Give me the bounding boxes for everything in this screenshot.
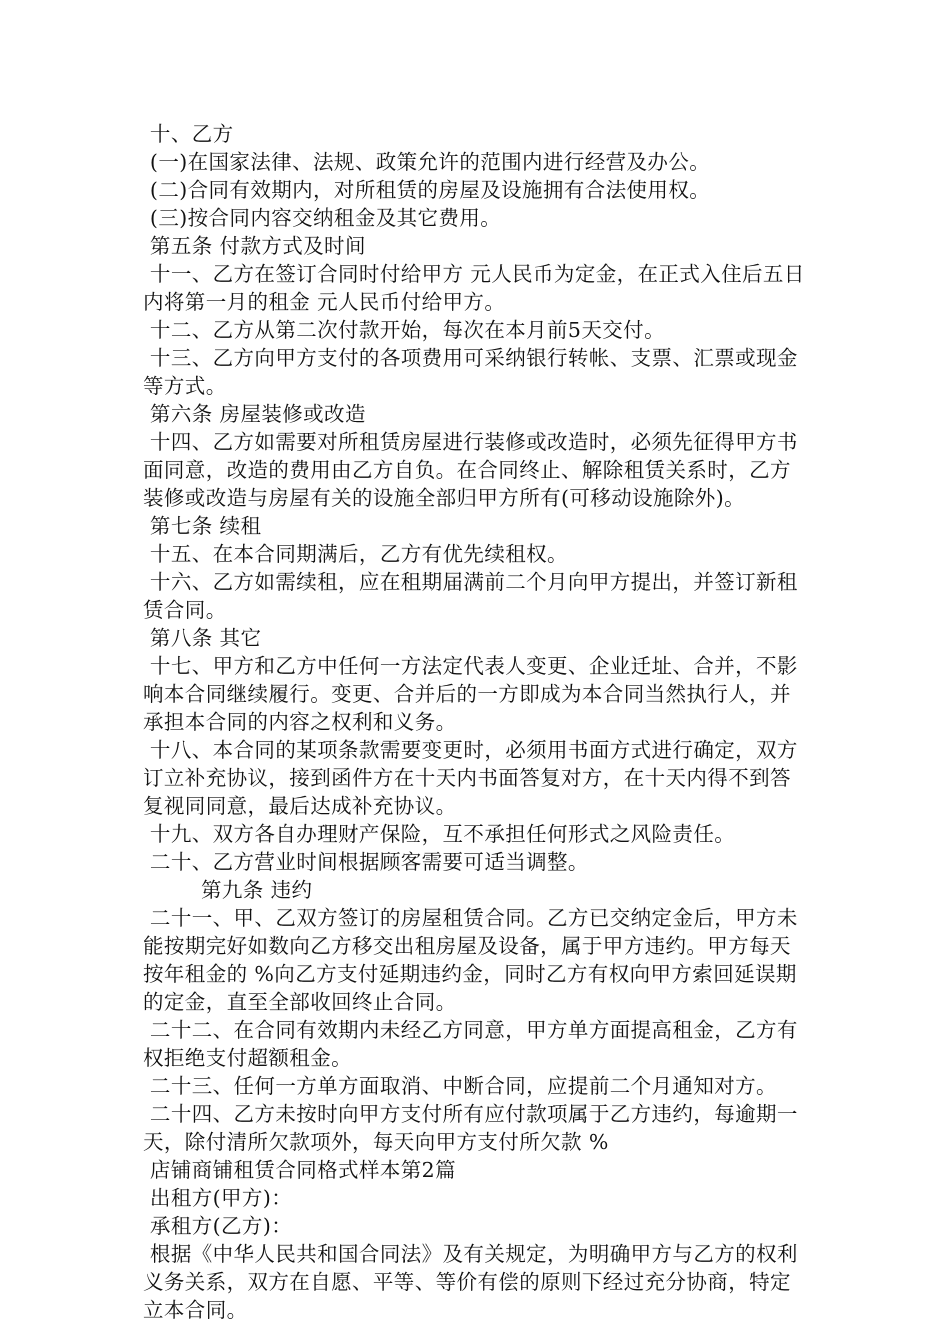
paragraph-clause-21: 二十一、甲、乙双方签订的房屋租赁合同。乙方已交纳定金后，甲方未能按期完好如数向乙方移交出租房屋及设备，属于甲方违约。甲方每天按年租金的 %向乙方支付延期违约金，同时乙方有权向甲方索回延误期的定金，直至全部收回终止合同。 <box>143 906 798 1014</box>
paragraph-clause-18: 十八、本合同的某项条款需要变更时，必须用书面方式进行确定，双方订立补充协议，接到函件方在十天内书面答复对方，在十天内得不到答复视同同意，最后达成补充协议。 <box>143 738 798 818</box>
document-body <box>143 120 811 1324</box>
paragraph-clause-12: 十二、乙方从第二次付款开始，每次在本月前5天交付。 <box>143 318 665 342</box>
paragraph-clause-22: 二十二、在合同有效期内未经乙方同意，甲方单方面提高租金，乙方有权拒绝支付超额租金。 <box>143 1018 798 1070</box>
preamble-paragraph: 根据《中华人民共和国合同法》及有关规定，为明确甲方与乙方的权利义务关系，双方在自愿、平等、等价有偿的原则下经过充分协商，特定立本合同。 <box>143 1242 798 1322</box>
paragraph-clause-19: 十九、双方各自办理财产保险，互不承担任何形式之风险责任。 <box>143 822 736 846</box>
paragraph-clause-23: 二十三、任何一方单方面取消、中断合同，应提前二个月通知对方。 <box>143 1074 777 1098</box>
section-title-part-2: 店铺商铺租赁合同格式样本第2篇 <box>143 1158 456 1182</box>
paragraph-clause-20: 二十、乙方营业时间根据顾客需要可适当调整。 <box>143 850 589 874</box>
lessor-line: 出租方(甲方)： <box>143 1186 293 1210</box>
paragraph-clause-16: 十六、乙方如需续租，应在租期届满前二个月向甲方提出，并签订新租赁合同。 <box>143 570 798 622</box>
paragraph-clause-14: 十四、乙方如需要对所租赁房屋进行装修或改造时，必须先征得甲方书面同意，改造的费用由乙方自负。在合同终止、解除租赁关系时，乙方装修或改造与房屋有关的设施全部归甲方所有(可移动设施除外)。 <box>143 430 798 510</box>
paragraph-clause-15: 十五、在本合同期满后，乙方有优先续租权。 <box>143 542 568 566</box>
paragraph-clause-24: 二十四、乙方未按时向甲方支付所有应付款项属于乙方违约，每逾期一天，除付清所欠款项外，每天向甲方支付所欠款 % <box>143 1102 798 1154</box>
article-heading-7: 第七条 续租 <box>143 514 262 538</box>
paragraph-clause-13: 十三、乙方向甲方支付的各项费用可采纳银行转帐、支票、汇票或现金等方式。 <box>143 346 798 398</box>
article-heading-9: 第九条 违约 <box>201 878 313 902</box>
article-heading-8: 第八条 其它 <box>143 626 262 650</box>
paragraph-clause-11: 十一、乙方在签订合同时付给甲方 元人民币为定金，在正式入住后五日内将第一月的租金 元人民币付给甲方。 <box>143 262 805 314</box>
paragraph-item-1: (一)在国家法律、法规、政策允许的范围内进行经营及办公。 <box>143 150 711 174</box>
article-heading-5: 第五条 付款方式及时间 <box>143 234 366 258</box>
paragraph-clause-17: 十七、甲方和乙方中任何一方法定代表人变更、企业迁址、合并，不影响本合同继续履行。变更、合并后的一方即成为本合同当然执行人，并承担本合同的内容之权利和义务。 <box>143 654 798 734</box>
paragraph-clause-10: 十、乙方 <box>143 122 234 146</box>
paragraph-item-2: (二)合同有效期内，对所租赁的房屋及设施拥有合法使用权。 <box>143 178 711 202</box>
lessee-line: 承租方(乙方)： <box>143 1214 293 1238</box>
article-heading-6: 第六条 房屋装修或改造 <box>143 402 366 426</box>
paragraph-item-3: (三)按合同内容交纳租金及其它费用。 <box>143 206 502 230</box>
